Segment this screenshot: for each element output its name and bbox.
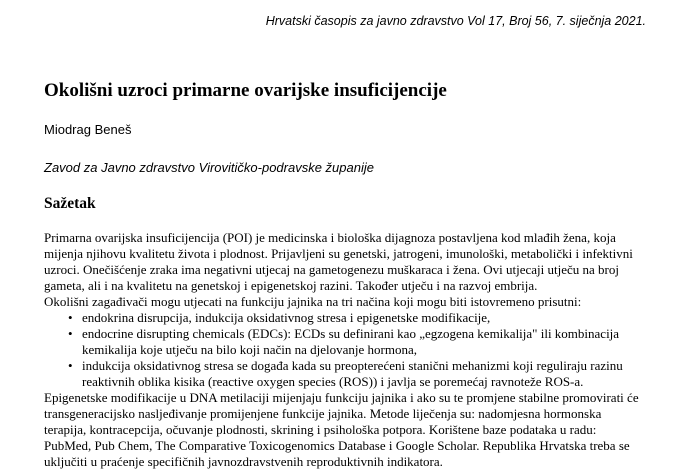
bullet-icon: •	[68, 358, 73, 373]
bullet-icon: •	[68, 310, 73, 325]
abstract-paragraph-1: Primarna ovarijska insuficijencija (POI) je medicinska i biološka dijagnoza postavljena kod mlađih žena, koja mijenja njihovu kvalitetu života i plodnost. Prijavljeni su genetski, jatrogeni, imunološki, metabolički i infektivni uzroci. Onečišćenje zraka ima negativni utjecaj na gametogenezu muškaraca i žena. Ovi utjecaji utječu na broj gameta, ali i na kvalitetu na genetskoj i epigenetskoj razini. Također utječu i na razvoj embrija.	[44, 230, 633, 293]
abstract-paragraph-3: Epigenetske modifikacije u DNA metilaciji mijenjaju funkciju jajnika i ako su te promjene stabilne promovirati će transgeneracijsko nasljeđivanje promijenjene funkcije jajnika. Metode liječenja su: nadomjesna hormonska terapija, kontracepcija, očuvanje plodnosti, skrining i psihološka potpora. Korištene baze podataka u radu: PubMed, Pub Chem, The Comparative Toxicogenomics Database i Google Scholar. Republika Hrvatska treba se uključiti u praćenje specifičnih javnozdravstvenih reproduktivnih indikatora.	[44, 390, 639, 469]
author-affiliation: Zavod za Javno zdravstvo Virovitičko-podravske županije	[44, 160, 374, 175]
article-title: Okolišni uzroci primarne ovarijske insuficijencije	[44, 80, 447, 101]
list-item	[68, 310, 644, 326]
list-item-text: indukcija oksidativnog stresa se događa kada su preopterećeni stanični mehanizmi koji reguliraju razinu reaktivnih oblika kisika (reactive oxygen species (ROS)) i javlja se poremećaj ravnoteže ROS-a.	[82, 358, 623, 389]
list-item-text: endokrina disrupcija, indukcija oksidativnog stresa i epigenetske modifikacije,	[82, 310, 491, 325]
list-item	[68, 358, 644, 390]
bullet-icon: •	[68, 326, 73, 341]
abstract-heading: Sažetak	[44, 195, 96, 212]
list-item	[68, 326, 644, 358]
author-name: Miodrag Beneš	[44, 122, 132, 137]
abstract-bullet-list	[44, 310, 644, 390]
abstract-paragraph-2: Okolišni zagađivači mogu utjecati na funkciju jajnika na tri načina koji mogu biti istovremeno prisutni:	[44, 294, 582, 309]
journal-header: Hrvatski časopis za javno zdravstvo Vol 17, Broj 56, 7. siječnja 2021.	[265, 14, 646, 28]
list-item-text: endocrine disrupting chemicals (EDCs): ECDs su definirani kao „egzogena kemikalija" ili kombinacija kemikalija koje utječu na bilo koji način na djelovanje hormona,	[82, 326, 620, 357]
abstract-body	[44, 230, 644, 470]
